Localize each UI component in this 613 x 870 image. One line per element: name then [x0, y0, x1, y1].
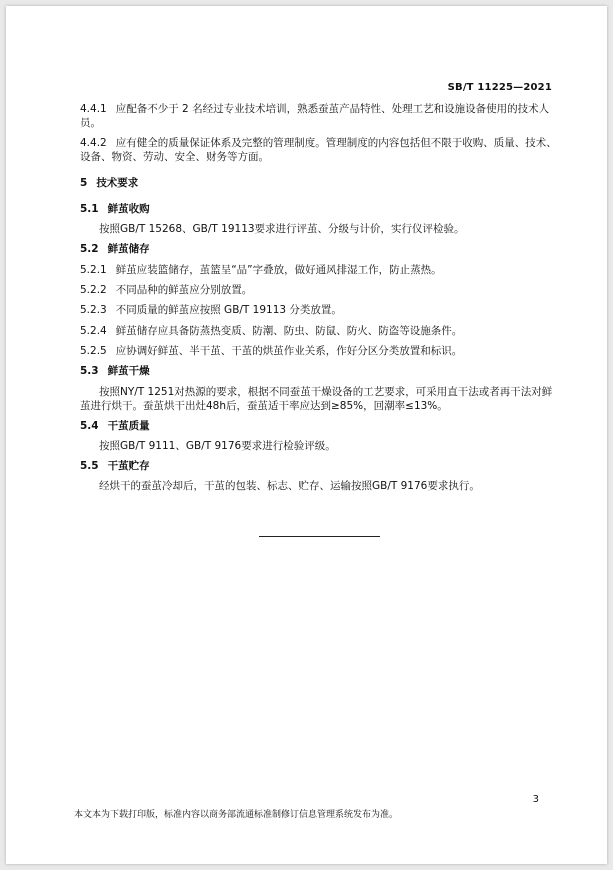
section-5-heading: [80, 176, 560, 190]
section-number: 5: [80, 177, 88, 189]
clause-number: 5.2.2: [80, 284, 107, 296]
section-5-3-line-1: 按照NY/T 1251对热源的要求，根据不同蚕茧干燥设备的工艺要求，可采用直干法或者再干法对鲜: [99, 386, 553, 398]
section-number: 5.1: [80, 203, 99, 215]
clause-text: 不同质量的鲜茧应按照 GB/T 19113 分类放置。: [115, 304, 342, 316]
clause-number: 4.4.2: [80, 137, 107, 149]
clause-text: 不同品种的鲜茧应分别放置。: [115, 284, 253, 296]
clause-5-2-2: [80, 283, 560, 297]
clause-number: 5.2.1: [80, 264, 107, 276]
section-title: 鲜茧收购: [107, 203, 150, 215]
clause-text: 鲜茧储存应具备防蒸热变质、防潮、防虫、防鼠、防火、防盗等设施条件。: [115, 325, 463, 337]
section-title: 干茧贮存: [107, 460, 150, 472]
clause-4-4-1-line-1: [80, 102, 560, 116]
clause-number: 4.4.1: [80, 103, 107, 115]
section-title: 技术要求: [96, 177, 139, 189]
section-5-1-heading: [80, 202, 560, 216]
clause-text: 鲜茧应装篮储存，茧篮呈“品”字叠放，做好通风排湿工作，防止蒸热。: [115, 264, 442, 276]
clause-number: 5.2.5: [80, 345, 107, 357]
clause-text: 应配备不少于 2 名经过专业技术培训，熟悉蚕茧产品特性、处理工艺和设施设备使用的技术人: [115, 103, 550, 115]
document-page: [6, 6, 607, 864]
clause-5-2-1: [80, 263, 560, 277]
clause-5-2-4: [80, 324, 560, 338]
section-number: 5.4: [80, 420, 99, 432]
clause-text: 应有健全的质量保证体系及完整的管理制度。管理制度的内容包括但不限于收购、质量、技术、: [115, 137, 557, 149]
clause-5-2-3: [80, 303, 560, 317]
end-divider: [259, 536, 380, 537]
clause-4-4-2-line-1: [80, 136, 560, 150]
section-title: 鲜茧干燥: [107, 365, 150, 377]
clause-4-4-2-line-2: 设备、物资、劳动、安全、财务等方面。: [80, 151, 269, 163]
section-5-4-text: 按照GB/T 9111、GB/T 9176要求进行检验评级。: [99, 440, 336, 452]
download-notice: 本文本为下载打印版，标准内容以商务部流通标准制修订信息管理系统发布为准。: [74, 810, 399, 820]
clause-4-4-1-line-2: 员。: [80, 117, 101, 129]
section-5-3-line-2: 茧进行烘干。蚕茧烘干出灶48h后，蚕茧适干率应达到≥85%，回潮率≤13%。: [80, 400, 448, 412]
section-5-5-heading: [80, 459, 560, 473]
section-title: 干茧质量: [107, 420, 150, 432]
section-5-3-heading: [80, 364, 560, 378]
clause-text: 应协调好鲜茧、半干茧、干茧的烘茧作业关系，作好分区分类放置和标识。: [115, 345, 463, 357]
section-number: 5.2: [80, 243, 99, 255]
section-title: 鲜茧储存: [107, 243, 150, 255]
clause-number: 5.2.4: [80, 325, 107, 337]
clause-number: 5.2.3: [80, 304, 107, 316]
section-5-2-heading: [80, 242, 560, 256]
section-5-4-heading: [80, 419, 560, 433]
section-number: 5.5: [80, 460, 99, 472]
clause-5-2-5: [80, 344, 560, 358]
document-code: SB/T 11225—2021: [447, 82, 552, 93]
section-5-1-text: 按照GB/T 15268、GB/T 19113要求进行评茧、分级与计价，实行仪评检验。: [99, 223, 465, 235]
section-number: 5.3: [80, 365, 99, 377]
page-number: 3: [532, 794, 539, 805]
section-5-5-text: 经烘干的蚕茧冷却后，干茧的包装、标志、贮存、运输按照GB/T 9176要求执行。: [99, 480, 480, 492]
